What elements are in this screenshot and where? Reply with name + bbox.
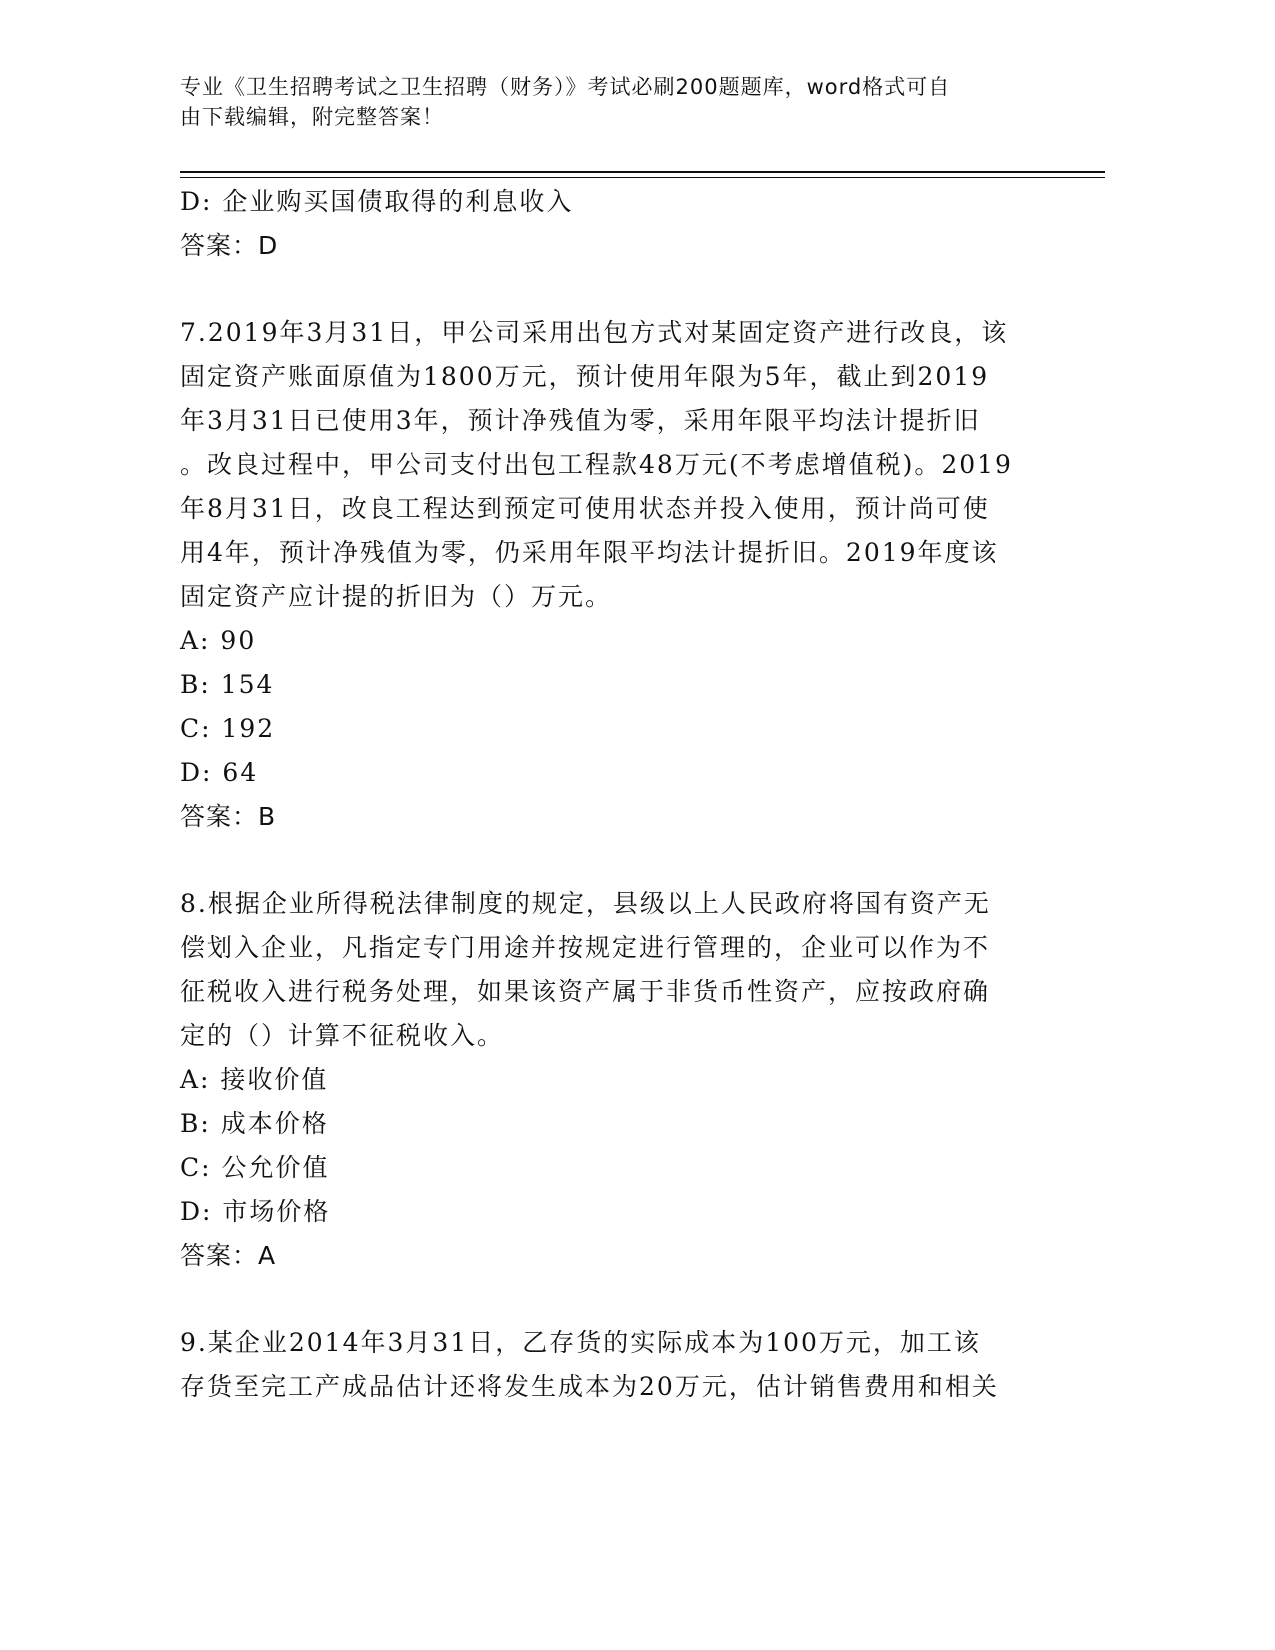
option-a: A: 90: [180, 626, 257, 655]
question-line: 征税收入进行税务处理，如果该资产属于非货币性资产，应按政府确: [180, 977, 991, 1006]
question-line: 。改良过程中，甲公司支付出包工程款48万元(不考虑增值税)。2019: [180, 450, 1013, 479]
spacer: [180, 839, 1050, 882]
header-line-1: 专业《卫生招聘考试之卫生招聘（财务）》考试必刷200题题库，word格式可自: [180, 75, 951, 99]
header-line-2: 由下载编辑，附完整答案！: [180, 105, 444, 129]
question-8: [180, 882, 1050, 1278]
spacer: [180, 268, 1050, 311]
option-b: B: 154: [180, 670, 275, 699]
document-header: [180, 72, 1040, 132]
question-line: 年3月31日已使用3年，预计净残值为零，采用年限平均法计提折旧: [180, 406, 981, 435]
question-line: 固定资产账面原值为1800万元，预计使用年限为5年，截止到2019: [180, 362, 990, 391]
option-d: D: 市场价格: [180, 1197, 331, 1226]
question-line: 用4年，预计净残值为零，仍采用年限平均法计提折旧。2019年度该: [180, 538, 999, 567]
question-line: 固定资产应计提的折旧为（）万元。: [180, 582, 613, 611]
question-line: 定的（）计算不征税收入。: [180, 1021, 505, 1050]
question-9: [180, 1321, 1050, 1409]
question-line: 9.某企业2014年3月31日，乙存货的实际成本为100万元，加工该: [180, 1328, 981, 1357]
answer: 答案：D: [180, 231, 279, 260]
header-rule-thick: [180, 171, 1105, 173]
spacer: [180, 1278, 1050, 1321]
answer: 答案：B: [180, 802, 277, 831]
question-line: 存货至完工产成品估计还将发生成本为20万元，估计销售费用和相关: [180, 1372, 999, 1401]
question-line: 8.根据企业所得税法律制度的规定，县级以上人民政府将国有资产无: [180, 889, 991, 918]
option-c: C: 公允价值: [180, 1153, 330, 1182]
header-rule-thin: [180, 177, 1105, 178]
question-line: 7.2019年3月31日，甲公司采用出包方式对某固定资产进行改良，该: [180, 318, 1009, 347]
question-7: [180, 311, 1050, 839]
question-line: 偿划入企业，凡指定专门用途并按规定进行管理的，企业可以作为不: [180, 933, 991, 962]
option-b: B: 成本价格: [180, 1109, 329, 1138]
question-line: 年8月31日，改良工程达到预定可使用状态并投入使用，预计尚可使: [180, 494, 990, 523]
option-d: D: 企业购买国债取得的利息收入: [180, 187, 574, 216]
document-body: [180, 180, 1050, 1409]
option-d: D: 64: [180, 758, 259, 787]
option-c: C: 192: [180, 714, 276, 743]
answer: 答案：A: [180, 1241, 277, 1270]
option-a: A: 接收价值: [180, 1065, 329, 1094]
